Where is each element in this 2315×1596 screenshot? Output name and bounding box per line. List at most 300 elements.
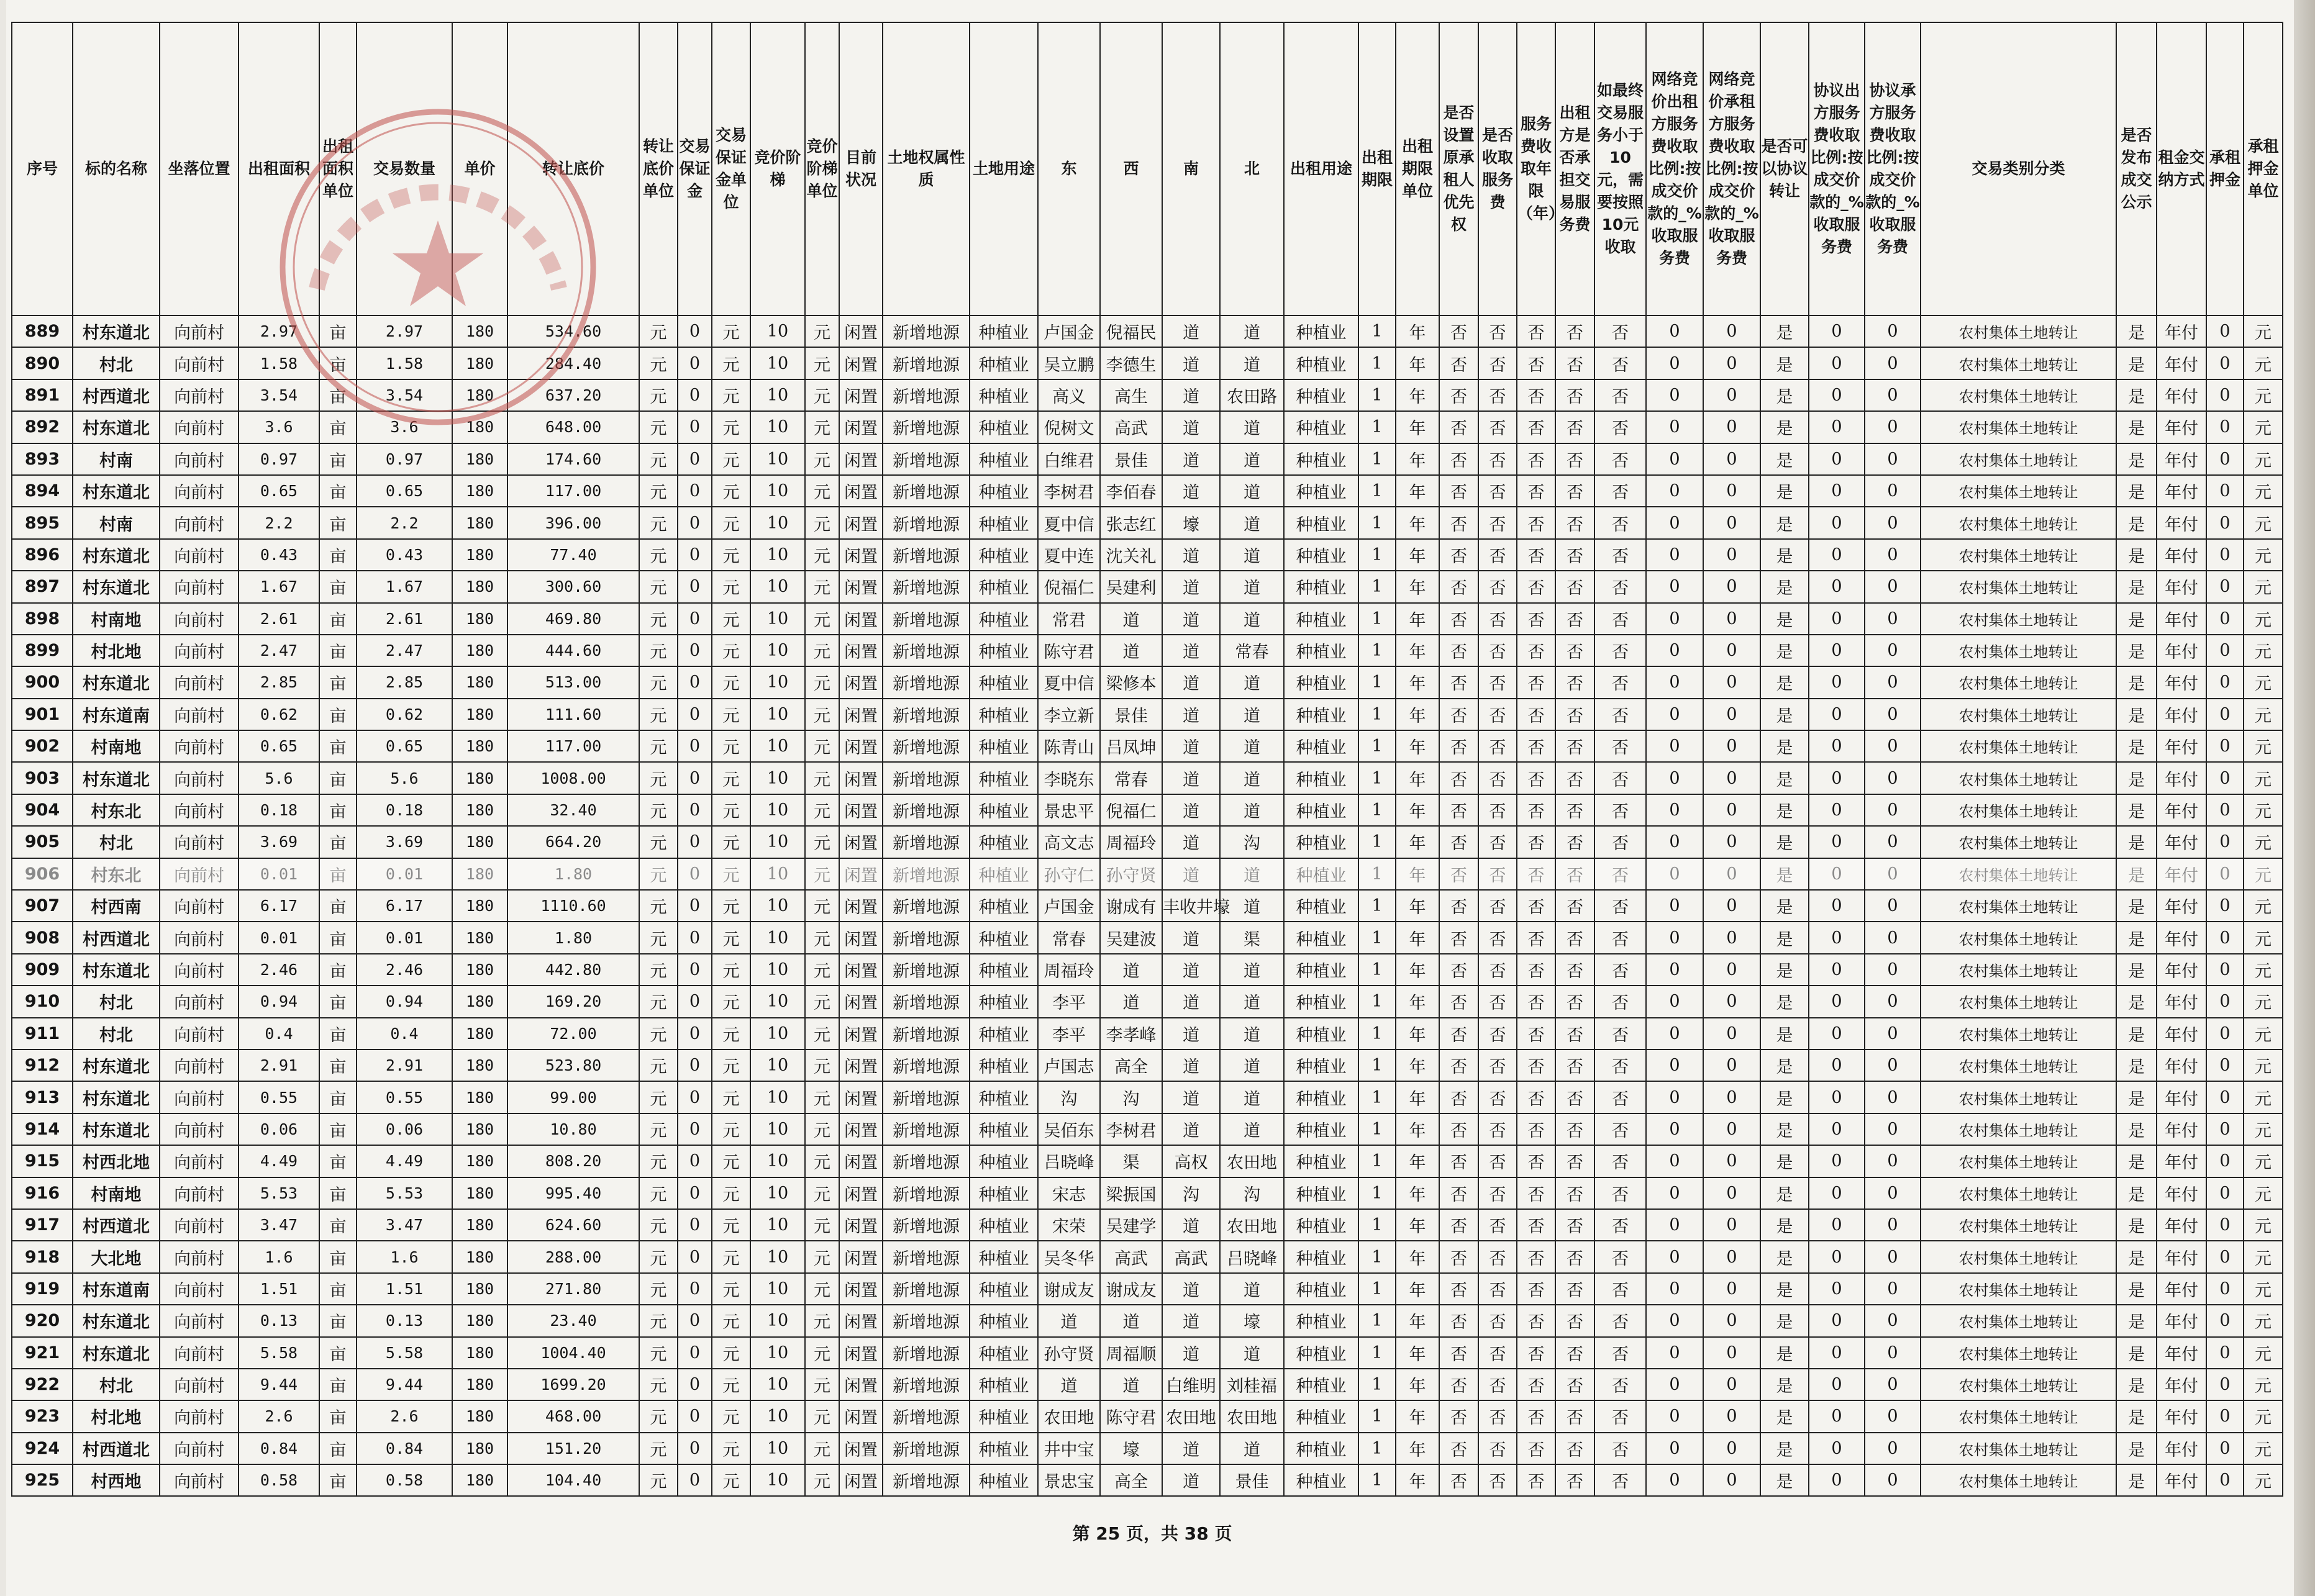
- table-cell: 2.97: [357, 315, 452, 347]
- table-cell: 元: [712, 635, 750, 666]
- table-cell: 种植业: [970, 1018, 1038, 1050]
- table-cell: 0.58: [357, 1464, 452, 1496]
- table-cell: 919: [12, 1273, 73, 1305]
- table-cell: 10: [750, 1464, 805, 1496]
- table-cell: 否: [1555, 1464, 1594, 1496]
- table-cell: 年付: [2157, 1113, 2206, 1145]
- table-cell: 新增地源: [883, 922, 970, 953]
- column-header: 标的名称: [73, 22, 160, 315]
- table-cell: 村东道北: [73, 539, 160, 571]
- table-cell: 壕: [1162, 507, 1220, 538]
- table-cell: 元: [712, 1018, 750, 1050]
- table-cell: 0: [1703, 730, 1760, 762]
- table-cell: 农村集体土地转让: [1921, 954, 2116, 986]
- table-cell: 年付: [2157, 1305, 2206, 1336]
- table-cell: 2.61: [357, 603, 452, 635]
- table-cell: 道: [1220, 762, 1284, 794]
- table-cell: 年: [1396, 603, 1439, 635]
- table-cell: 0: [678, 1400, 712, 1432]
- table-cell: 1: [1358, 699, 1396, 730]
- table-cell: 年: [1396, 922, 1439, 953]
- table-cell: 元: [712, 762, 750, 794]
- table-cell: 吕晓峰: [1220, 1241, 1284, 1272]
- table-cell: 0: [1703, 1177, 1760, 1209]
- table-cell: 种植业: [970, 1273, 1038, 1305]
- table-cell: 917: [12, 1209, 73, 1241]
- table-row: [12, 858, 2283, 890]
- table-cell: 0: [2206, 475, 2244, 507]
- table-cell: 0: [678, 1177, 712, 1209]
- table-cell: 年付: [2157, 858, 2206, 890]
- table-cell: 亩: [319, 1145, 357, 1177]
- table-cell: 0: [1703, 1241, 1760, 1272]
- table-cell: 向前村: [160, 347, 239, 379]
- table-cell: 向前村: [160, 1273, 239, 1305]
- table-cell: 3.47: [357, 1209, 452, 1241]
- table-cell: 道: [1038, 1305, 1100, 1336]
- table-cell: 年: [1396, 1273, 1439, 1305]
- table-row: [12, 1081, 2283, 1113]
- table-cell: 否: [1555, 1241, 1594, 1272]
- table-cell: 0: [1865, 666, 1921, 698]
- table-row: [12, 315, 2283, 347]
- table-cell: 道: [1162, 1273, 1220, 1305]
- table-cell: 闲置: [839, 1081, 883, 1113]
- table-cell: 1: [1358, 1369, 1396, 1400]
- table-cell: 0.43: [239, 539, 319, 571]
- table-cell: 亩: [319, 443, 357, 475]
- table-cell: 元: [639, 443, 678, 475]
- table-cell: 0: [678, 699, 712, 730]
- table-cell: 道: [1162, 954, 1220, 986]
- table-cell: 元: [712, 1050, 750, 1081]
- table-cell: 否: [1594, 1273, 1646, 1305]
- table-cell: 0: [1703, 411, 1760, 443]
- table-cell: 新增地源: [883, 1273, 970, 1305]
- table-cell: 否: [1439, 922, 1478, 953]
- table-cell: 元: [712, 890, 750, 922]
- table-cell: 0: [678, 1081, 712, 1113]
- table-cell: 0: [2206, 1433, 2244, 1464]
- table-cell: 否: [1517, 1305, 1555, 1336]
- table-cell: 1.67: [357, 571, 452, 602]
- table-row: [12, 475, 2283, 507]
- table-cell: 大北地: [73, 1241, 160, 1272]
- table-cell: 种植业: [1284, 1400, 1358, 1432]
- table-cell: 元: [2244, 475, 2283, 507]
- table-cell: 元: [805, 379, 839, 411]
- table-cell: 0: [2206, 890, 2244, 922]
- column-header: 出租用途: [1284, 22, 1358, 315]
- table-cell: 0: [678, 762, 712, 794]
- table-cell: 否: [1517, 666, 1555, 698]
- table-cell: 闲置: [839, 1369, 883, 1400]
- table-cell: 种植业: [970, 1400, 1038, 1432]
- table-cell: 道: [1220, 954, 1284, 986]
- table-cell: 农村集体土地转让: [1921, 1400, 2116, 1432]
- table-cell: 闲置: [839, 539, 883, 571]
- table-cell: 是: [2116, 507, 2157, 538]
- table-cell: 元: [2244, 315, 2283, 347]
- table-cell: 元: [712, 315, 750, 347]
- table-cell: 0.06: [357, 1113, 452, 1145]
- table-cell: 卢国金: [1038, 315, 1100, 347]
- table-cell: 否: [1594, 1464, 1646, 1496]
- table-cell: 元: [712, 922, 750, 953]
- table-cell: 0: [678, 1433, 712, 1464]
- table-cell: 沟: [1220, 1177, 1284, 1209]
- table-cell: 村北: [73, 1018, 160, 1050]
- page-number: 第 25 页，共 38 页: [1072, 1523, 1232, 1544]
- table-cell: 0.62: [357, 699, 452, 730]
- table-cell: 否: [1439, 890, 1478, 922]
- table-cell: 向前村: [160, 411, 239, 443]
- table-cell: 是: [2116, 475, 2157, 507]
- table-cell: 513.00: [507, 666, 639, 698]
- column-header: 如最终交易服务小于10元，需要按照10元收取: [1594, 22, 1646, 315]
- table-cell: 元: [712, 1209, 750, 1241]
- table-cell: 0: [1865, 890, 1921, 922]
- table-cell: 是: [2116, 890, 2157, 922]
- table-cell: 亩: [319, 699, 357, 730]
- table-cell: 否: [1517, 1433, 1555, 1464]
- table-cell: 农村集体土地转让: [1921, 922, 2116, 953]
- table-cell: 李德生: [1100, 347, 1162, 379]
- table-cell: 否: [1555, 922, 1594, 953]
- table-cell: 农村集体土地转让: [1921, 603, 2116, 635]
- table-cell: 夏中信: [1038, 666, 1100, 698]
- table-cell: 元: [2244, 954, 2283, 986]
- table-cell: 农村集体土地转让: [1921, 890, 2116, 922]
- table-cell: 元: [639, 315, 678, 347]
- table-cell: 元: [712, 475, 750, 507]
- table-cell: 0: [1809, 1113, 1865, 1145]
- table-cell: 0: [2206, 1305, 2244, 1336]
- table-cell: 288.00: [507, 1241, 639, 1272]
- table-cell: 向前村: [160, 890, 239, 922]
- table-cell: 10: [750, 1018, 805, 1050]
- table-cell: 年: [1396, 826, 1439, 858]
- table-cell: 0: [1809, 986, 1865, 1017]
- table-cell: 元: [805, 475, 839, 507]
- table-cell: 农田地: [1220, 1209, 1284, 1241]
- table-cell: 0: [678, 986, 712, 1017]
- table-cell: 0: [1703, 347, 1760, 379]
- table-cell: 908: [12, 922, 73, 953]
- table-cell: 种植业: [970, 1464, 1038, 1496]
- table-cell: 农村集体土地转让: [1921, 443, 2116, 475]
- table-cell: 180: [452, 1113, 507, 1145]
- table-cell: 0: [2206, 539, 2244, 571]
- table-cell: 白维明: [1162, 1369, 1220, 1400]
- table-cell: 元: [712, 1433, 750, 1464]
- table-cell: 0: [678, 1209, 712, 1241]
- table-cell: 否: [1555, 1113, 1594, 1145]
- table-cell: 道: [1220, 347, 1284, 379]
- table-cell: 否: [1594, 954, 1646, 986]
- table-cell: 道: [1162, 1081, 1220, 1113]
- table-cell: 0.18: [239, 794, 319, 826]
- table-cell: 村东道北: [73, 666, 160, 698]
- table-cell: 元: [805, 347, 839, 379]
- table-cell: 9.44: [239, 1369, 319, 1400]
- table-cell: 闲置: [839, 1145, 883, 1177]
- table-cell: 向前村: [160, 539, 239, 571]
- table-cell: 种植业: [1284, 826, 1358, 858]
- table-cell: 否: [1478, 1018, 1517, 1050]
- table-cell: 0: [678, 379, 712, 411]
- table-cell: 元: [712, 1337, 750, 1369]
- table-cell: 村东道北: [73, 1337, 160, 1369]
- table-cell: 元: [2244, 794, 2283, 826]
- table-row: [12, 762, 2283, 794]
- table-cell: 村北: [73, 1369, 160, 1400]
- table-cell: 否: [1594, 794, 1646, 826]
- column-header: 序号: [12, 22, 73, 315]
- table-cell: 3.47: [239, 1209, 319, 1241]
- table-cell: 新增地源: [883, 890, 970, 922]
- table-cell: 元: [805, 794, 839, 826]
- table-cell: 否: [1478, 1113, 1517, 1145]
- table-cell: 村西道北: [73, 922, 160, 953]
- table-cell: 道: [1100, 954, 1162, 986]
- table-cell: 0: [2206, 1209, 2244, 1241]
- table-cell: 10: [750, 379, 805, 411]
- table-cell: 0: [2206, 986, 2244, 1017]
- column-header: 承租押金: [2206, 22, 2244, 315]
- table-cell: 闲置: [839, 762, 883, 794]
- table-cell: 否: [1439, 794, 1478, 826]
- table-cell: 180: [452, 1337, 507, 1369]
- table-cell: 是: [1760, 571, 1809, 602]
- table-cell: 否: [1517, 1081, 1555, 1113]
- table-cell: 3.6: [357, 411, 452, 443]
- table-cell: 2.47: [357, 635, 452, 666]
- table-cell: 道: [1162, 1337, 1220, 1369]
- table-cell: 否: [1594, 571, 1646, 602]
- table-cell: 村南地: [73, 1177, 160, 1209]
- table-cell: 0: [1865, 1273, 1921, 1305]
- table-cell: 890: [12, 347, 73, 379]
- table-cell: 0: [1646, 411, 1703, 443]
- table-cell: 否: [1517, 411, 1555, 443]
- table-cell: 道: [1220, 986, 1284, 1017]
- table-cell: 0: [1809, 315, 1865, 347]
- table-cell: 是: [2116, 347, 2157, 379]
- table-cell: 新增地源: [883, 411, 970, 443]
- table-cell: 向前村: [160, 699, 239, 730]
- table-cell: 闲置: [839, 1113, 883, 1145]
- table-cell: 否: [1439, 379, 1478, 411]
- table-cell: 道: [1220, 794, 1284, 826]
- table-cell: 年: [1396, 1177, 1439, 1209]
- column-header: 协议出方服务费收取比例:按成交价款的_%收取服务费: [1809, 22, 1865, 315]
- table-cell: 894: [12, 475, 73, 507]
- table-cell: 0: [1809, 858, 1865, 890]
- table-row: [12, 954, 2283, 986]
- table-cell: 农村集体土地转让: [1921, 1337, 2116, 1369]
- table-cell: 否: [1517, 730, 1555, 762]
- table-cell: 农村集体土地转让: [1921, 475, 2116, 507]
- table-cell: 元: [712, 730, 750, 762]
- table-cell: 180: [452, 890, 507, 922]
- table-cell: 0: [2206, 1113, 2244, 1145]
- table-cell: 0: [1646, 762, 1703, 794]
- table-cell: 否: [1555, 1081, 1594, 1113]
- table-cell: 0.84: [239, 1433, 319, 1464]
- table-cell: 0: [1646, 1050, 1703, 1081]
- table-cell: 否: [1594, 826, 1646, 858]
- table-cell: 村西南: [73, 890, 160, 922]
- table-cell: 否: [1517, 379, 1555, 411]
- table-cell: 1: [1358, 1050, 1396, 1081]
- table-cell: 0: [1809, 571, 1865, 602]
- table-cell: 是: [2116, 1177, 2157, 1209]
- table-cell: 891: [12, 379, 73, 411]
- table-cell: 新增地源: [883, 1209, 970, 1241]
- table-cell: 3.54: [239, 379, 319, 411]
- table-cell: 0: [2206, 1177, 2244, 1209]
- table-cell: 倪树文: [1038, 411, 1100, 443]
- table-cell: 3.6: [239, 411, 319, 443]
- table-cell: 道: [1162, 986, 1220, 1017]
- table-cell: 284.40: [507, 347, 639, 379]
- table-cell: 是: [1760, 411, 1809, 443]
- table-cell: 0: [1703, 571, 1760, 602]
- table-cell: 2.61: [239, 603, 319, 635]
- column-header: 协议承方服务费收取比例:按成交价款的_%收取服务费: [1865, 22, 1921, 315]
- table-cell: 0: [1809, 1177, 1865, 1209]
- table-cell: 卢国金: [1038, 890, 1100, 922]
- table-cell: 夏中连: [1038, 539, 1100, 571]
- table-cell: 否: [1478, 762, 1517, 794]
- table-cell: 道: [1220, 603, 1284, 635]
- table-cell: 农村集体土地转让: [1921, 1369, 2116, 1400]
- table-cell: 道: [1162, 315, 1220, 347]
- table-cell: 10: [750, 699, 805, 730]
- table-cell: 918: [12, 1241, 73, 1272]
- table-cell: 向前村: [160, 1241, 239, 1272]
- table-cell: 否: [1517, 794, 1555, 826]
- table-cell: 否: [1517, 762, 1555, 794]
- table-cell: 否: [1439, 666, 1478, 698]
- table-cell: 是: [1760, 986, 1809, 1017]
- table-cell: 道: [1162, 699, 1220, 730]
- table-cell: 否: [1478, 347, 1517, 379]
- table-cell: 元: [2244, 666, 2283, 698]
- table-cell: 李立新: [1038, 699, 1100, 730]
- table-cell: 闲置: [839, 1464, 883, 1496]
- table-cell: 亩: [319, 1273, 357, 1305]
- table-cell: 否: [1478, 1337, 1517, 1369]
- table-cell: 景忠平: [1038, 794, 1100, 826]
- table-cell: 10: [750, 858, 805, 890]
- table-cell: 0: [1646, 1337, 1703, 1369]
- table-cell: 向前村: [160, 954, 239, 986]
- table-cell: 1: [1358, 730, 1396, 762]
- table-cell: 2.46: [239, 954, 319, 986]
- table-cell: 农村集体土地转让: [1921, 315, 2116, 347]
- table-cell: 否: [1594, 1050, 1646, 1081]
- table-cell: 新增地源: [883, 1241, 970, 1272]
- table-cell: 种植业: [970, 1369, 1038, 1400]
- table-cell: 农村集体土地转让: [1921, 1177, 2116, 1209]
- table-cell: 是: [1760, 1433, 1809, 1464]
- table-cell: 0: [1646, 1241, 1703, 1272]
- table-row: [12, 571, 2283, 602]
- table-cell: 1: [1358, 475, 1396, 507]
- table-cell: 种植业: [1284, 986, 1358, 1017]
- column-header: 交易保证金: [678, 22, 712, 315]
- table-cell: 否: [1594, 762, 1646, 794]
- table-cell: 元: [2244, 1209, 2283, 1241]
- table-cell: 否: [1594, 1241, 1646, 1272]
- table-cell: 元: [639, 571, 678, 602]
- table-cell: 丰收井壕: [1162, 890, 1220, 922]
- table-cell: 0: [1809, 1018, 1865, 1050]
- table-cell: 壕: [1220, 1305, 1284, 1336]
- table-cell: 农田地: [1220, 1145, 1284, 1177]
- table-cell: 1: [1358, 1177, 1396, 1209]
- table-row: [12, 890, 2283, 922]
- table-cell: 吴建波: [1100, 922, 1162, 953]
- table-cell: 否: [1594, 411, 1646, 443]
- table-cell: 农村集体土地转让: [1921, 794, 2116, 826]
- table-cell: 0: [1646, 379, 1703, 411]
- table-cell: 0: [1703, 635, 1760, 666]
- table-cell: 0: [1703, 1050, 1760, 1081]
- table-cell: 0: [2206, 507, 2244, 538]
- table-cell: 523.80: [507, 1050, 639, 1081]
- table-cell: 0: [1646, 315, 1703, 347]
- table-cell: 否: [1439, 475, 1478, 507]
- table-cell: 否: [1478, 539, 1517, 571]
- table-cell: 921: [12, 1337, 73, 1369]
- table-cell: 李树君: [1100, 1113, 1162, 1145]
- table-cell: 0: [1646, 1145, 1703, 1177]
- table-cell: 元: [639, 1177, 678, 1209]
- column-header: 土地权属性质: [883, 22, 970, 315]
- table-cell: 10: [750, 1177, 805, 1209]
- table-cell: 444.60: [507, 635, 639, 666]
- table-cell: 新增地源: [883, 539, 970, 571]
- table-cell: 元: [2244, 1081, 2283, 1113]
- table-cell: 是: [1760, 315, 1809, 347]
- table-cell: 0: [2206, 347, 2244, 379]
- table-cell: 闲置: [839, 730, 883, 762]
- table-cell: 0: [1865, 1337, 1921, 1369]
- table-cell: 种植业: [1284, 890, 1358, 922]
- table-cell: 0: [678, 443, 712, 475]
- table-cell: 是: [2116, 539, 2157, 571]
- table-cell: 是: [1760, 1018, 1809, 1050]
- table-cell: 元: [2244, 1464, 2283, 1496]
- table-cell: 宋荣: [1038, 1209, 1100, 1241]
- table-cell: 元: [805, 858, 839, 890]
- table-cell: 道: [1220, 507, 1284, 538]
- table-cell: 否: [1517, 1337, 1555, 1369]
- table-cell: 是: [1760, 507, 1809, 538]
- table-cell: 年: [1396, 986, 1439, 1017]
- table-cell: 村东道北: [73, 1305, 160, 1336]
- table-cell: 农村集体土地转让: [1921, 571, 2116, 602]
- table-cell: 1: [1358, 315, 1396, 347]
- table-cell: 0.65: [239, 475, 319, 507]
- table-cell: 亩: [319, 1337, 357, 1369]
- table-cell: 是: [1760, 762, 1809, 794]
- table-cell: 种植业: [1284, 1209, 1358, 1241]
- table-cell: 年付: [2157, 635, 2206, 666]
